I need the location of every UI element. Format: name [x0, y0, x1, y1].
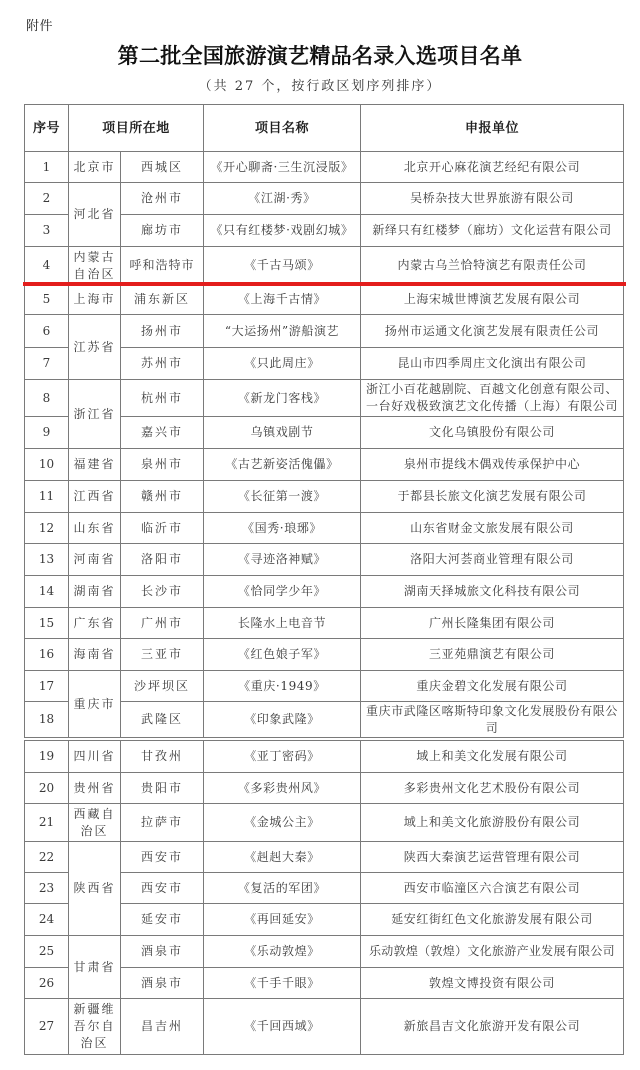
row-project-name: 长隆水上电音节 [204, 608, 361, 639]
document-title: 第二批全国旅游演艺精品名录入选项目名单 [117, 43, 523, 68]
row-index: 6 [25, 315, 69, 348]
row-project-name: 《金城公主》 [204, 804, 361, 842]
row-project-name: 《再回延安》 [204, 904, 361, 936]
row-project-name: 《寻迹洛神赋》 [204, 544, 361, 576]
row-project-name: 《千回西域》 [204, 999, 361, 1055]
table-row [25, 999, 624, 1055]
row-city: 昌吉州 [121, 999, 204, 1055]
row-applicant-unit: 内蒙古乌兰恰特演艺有限责任公司 [361, 247, 624, 285]
row-city: 三亚市 [121, 639, 204, 671]
row-city: 廊坊市 [121, 215, 204, 247]
table-row [25, 247, 624, 285]
row-project-name: 《红色娘子军》 [204, 639, 361, 671]
row-project-name: 《千手千眼》 [204, 968, 361, 999]
row-city: 甘孜州 [121, 741, 204, 773]
row-index: 25 [25, 936, 69, 968]
row-applicant-unit: 浙江小百花越剧院、百越文化创意有限公司、一台好戏极致演艺文化传播（上海）有限公司 [361, 380, 624, 417]
row-applicant-unit: 西安市临潼区六合演艺有限公司 [361, 873, 624, 904]
row-province: 重庆市 [69, 671, 121, 738]
table-row [25, 842, 624, 873]
row-applicant-unit: 新绎只有红楼梦（廊坊）文化运营有限公司 [361, 215, 624, 247]
row-applicant-unit: 于都县长旅文化演艺发展有限公司 [361, 481, 624, 513]
row-project-name: 《江湖·秀》 [204, 183, 361, 215]
row-city: 洛阳市 [121, 544, 204, 576]
row-index: 19 [25, 741, 69, 773]
row-applicant-unit: 北京开心麻花演艺经纪有限公司 [361, 152, 624, 183]
table-row [25, 544, 624, 576]
row-applicant-unit: 吴桥杂技大世界旅游有限公司 [361, 183, 624, 215]
row-project-name: 《上海千古情》 [204, 285, 361, 315]
row-province: 河南省 [69, 544, 121, 576]
row-index: 22 [25, 842, 69, 873]
row-applicant-unit: 泉州市提线木偶戏传承保护中心 [361, 449, 624, 481]
row-applicant-unit: 重庆金碧文化发展有限公司 [361, 671, 624, 702]
table-row [25, 773, 624, 804]
row-index: 13 [25, 544, 69, 576]
row-province: 广东省 [69, 608, 121, 639]
row-city: 泉州市 [121, 449, 204, 481]
row-index: 16 [25, 639, 69, 671]
row-province: 湖南省 [69, 576, 121, 608]
row-city: 呼和浩特市 [121, 247, 204, 285]
row-city: 嘉兴市 [121, 417, 204, 449]
table-row [25, 285, 624, 315]
table-row [25, 481, 624, 513]
table-row [25, 152, 624, 183]
row-index: 15 [25, 608, 69, 639]
row-project-name: 《只此周庄》 [204, 348, 361, 380]
row-applicant-unit: 山东省财金文旅发展有限公司 [361, 513, 624, 544]
row-index: 12 [25, 513, 69, 544]
table-row [25, 449, 624, 481]
row-project-name: 《复活的军团》 [204, 873, 361, 904]
row-index: 2 [25, 183, 69, 215]
row-applicant-unit: 湖南天择城旅文化科技有限公司 [361, 576, 624, 608]
row-index: 10 [25, 449, 69, 481]
row-project-name: “大运扬州”游船演艺 [204, 315, 361, 348]
row-city: 西城区 [121, 152, 204, 183]
project-list-table [24, 104, 624, 738]
row-index: 8 [25, 380, 69, 417]
table-row [25, 576, 624, 608]
row-applicant-unit: 洛阳大河荟商业管理有限公司 [361, 544, 624, 576]
row-city: 武隆区 [121, 702, 204, 738]
row-project-name: 《多彩贵州风》 [204, 773, 361, 804]
header-project-name: 项目名称 [204, 105, 361, 152]
row-applicant-unit: 扬州市运通文化演艺发展有限责任公司 [361, 315, 624, 348]
row-city: 赣州市 [121, 481, 204, 513]
row-index: 5 [25, 285, 69, 315]
row-applicant-unit: 乐动敦煌（敦煌）文化旅游产业发展有限公司 [361, 936, 624, 968]
row-province: 贵州省 [69, 773, 121, 804]
row-index: 20 [25, 773, 69, 804]
table-row [25, 513, 624, 544]
row-index: 14 [25, 576, 69, 608]
project-list-table-continued [24, 740, 624, 1055]
row-project-name: 《长征第一渡》 [204, 481, 361, 513]
row-applicant-unit: 文化乌镇股份有限公司 [361, 417, 624, 449]
row-applicant-unit: 域上和美文化发展有限公司 [361, 741, 624, 773]
row-applicant-unit: 上海宋城世博演艺发展有限公司 [361, 285, 624, 315]
row-province: 四川省 [69, 741, 121, 773]
row-applicant-unit: 陕西大秦演艺运营管理有限公司 [361, 842, 624, 873]
row-project-name: 《只有红楼梦·戏剧幻城》 [204, 215, 361, 247]
row-project-name: 《新龙门客栈》 [204, 380, 361, 417]
row-applicant-unit: 广州长隆集团有限公司 [361, 608, 624, 639]
table-row [25, 804, 624, 842]
row-province: 江西省 [69, 481, 121, 513]
row-province: 内蒙古自治区 [69, 247, 121, 285]
row-province: 陕西省 [69, 842, 121, 936]
header-index: 序号 [25, 105, 69, 152]
row-city: 杭州市 [121, 380, 204, 417]
row-city: 贵阳市 [121, 773, 204, 804]
row-index: 9 [25, 417, 69, 449]
row-applicant-unit: 敦煌文博投资有限公司 [361, 968, 624, 999]
row-province: 山东省 [69, 513, 121, 544]
attachment-label: 附件 [26, 19, 54, 34]
row-city: 长沙市 [121, 576, 204, 608]
row-project-name: 《亚丁密码》 [204, 741, 361, 773]
row-index: 24 [25, 904, 69, 936]
row-province: 西藏自治区 [69, 804, 121, 842]
row-project-name: 《印象武隆》 [204, 702, 361, 738]
row-project-name: 《古艺新姿活傀儡》 [204, 449, 361, 481]
table-row [25, 380, 624, 417]
table-row [25, 671, 624, 702]
row-province: 新疆维吾尔自治区 [69, 999, 121, 1055]
row-city: 浦东新区 [121, 285, 204, 315]
row-index: 21 [25, 804, 69, 842]
row-index: 7 [25, 348, 69, 380]
row-applicant-unit: 域上和美文化旅游股份有限公司 [361, 804, 624, 842]
row-city: 酒泉市 [121, 936, 204, 968]
row-province: 海南省 [69, 639, 121, 671]
table-row [25, 936, 624, 968]
row-index: 17 [25, 671, 69, 702]
table-row [25, 639, 624, 671]
row-index: 1 [25, 152, 69, 183]
row-project-name: 《恰同学少年》 [204, 576, 361, 608]
row-applicant-unit: 多彩贵州文化艺术股份有限公司 [361, 773, 624, 804]
row-applicant-unit: 新旅昌吉文化旅游开发有限公司 [361, 999, 624, 1055]
row-city: 扬州市 [121, 315, 204, 348]
table-row [25, 315, 624, 348]
row-city: 沧州市 [121, 183, 204, 215]
row-project-name: 《重庆·1949》 [204, 671, 361, 702]
table-header-row [25, 105, 624, 152]
row-province: 福建省 [69, 449, 121, 481]
row-project-name: 《千古马颂》 [204, 247, 361, 285]
row-index: 26 [25, 968, 69, 999]
row-index: 11 [25, 481, 69, 513]
row-index: 23 [25, 873, 69, 904]
row-index: 4 [25, 247, 69, 285]
row-city: 沙坪坝区 [121, 671, 204, 702]
table-row [25, 183, 624, 215]
table-row [25, 741, 624, 773]
row-city: 酒泉市 [121, 968, 204, 999]
row-province: 江苏省 [69, 315, 121, 380]
row-city: 临沂市 [121, 513, 204, 544]
row-province: 河北省 [69, 183, 121, 247]
row-city: 苏州市 [121, 348, 204, 380]
row-province: 浙江省 [69, 380, 121, 449]
row-index: 3 [25, 215, 69, 247]
row-city: 拉萨市 [121, 804, 204, 842]
document-subtitle: （共 27 个，按行政区划序列排序） [198, 79, 442, 94]
row-applicant-unit: 重庆市武隆区喀斯特印象文化发展股份有限公司 [361, 702, 624, 738]
row-province: 上海市 [69, 285, 121, 315]
row-city: 广州市 [121, 608, 204, 639]
row-city: 西安市 [121, 873, 204, 904]
header-location: 项目所在地 [69, 105, 204, 152]
row-project-name: 乌镇戏剧节 [204, 417, 361, 449]
row-project-name: 《开心聊斋·三生沉浸版》 [204, 152, 361, 183]
row-applicant-unit: 延安红街红色文化旅游发展有限公司 [361, 904, 624, 936]
row-project-name: 《赳赳大秦》 [204, 842, 361, 873]
row-applicant-unit: 三亚苑鼎演艺有限公司 [361, 639, 624, 671]
row-project-name: 《国秀·琅琊》 [204, 513, 361, 544]
row-applicant-unit: 昆山市四季周庄文化演出有限公司 [361, 348, 624, 380]
row-index: 27 [25, 999, 69, 1055]
row-province: 北京市 [69, 152, 121, 183]
row-city: 延安市 [121, 904, 204, 936]
row-project-name: 《乐动敦煌》 [204, 936, 361, 968]
row-province: 甘肃省 [69, 936, 121, 999]
row-index: 18 [25, 702, 69, 738]
red-highlight-line [23, 282, 626, 286]
header-applicant-unit: 申报单位 [361, 105, 624, 152]
row-city: 西安市 [121, 842, 204, 873]
table-row [25, 608, 624, 639]
